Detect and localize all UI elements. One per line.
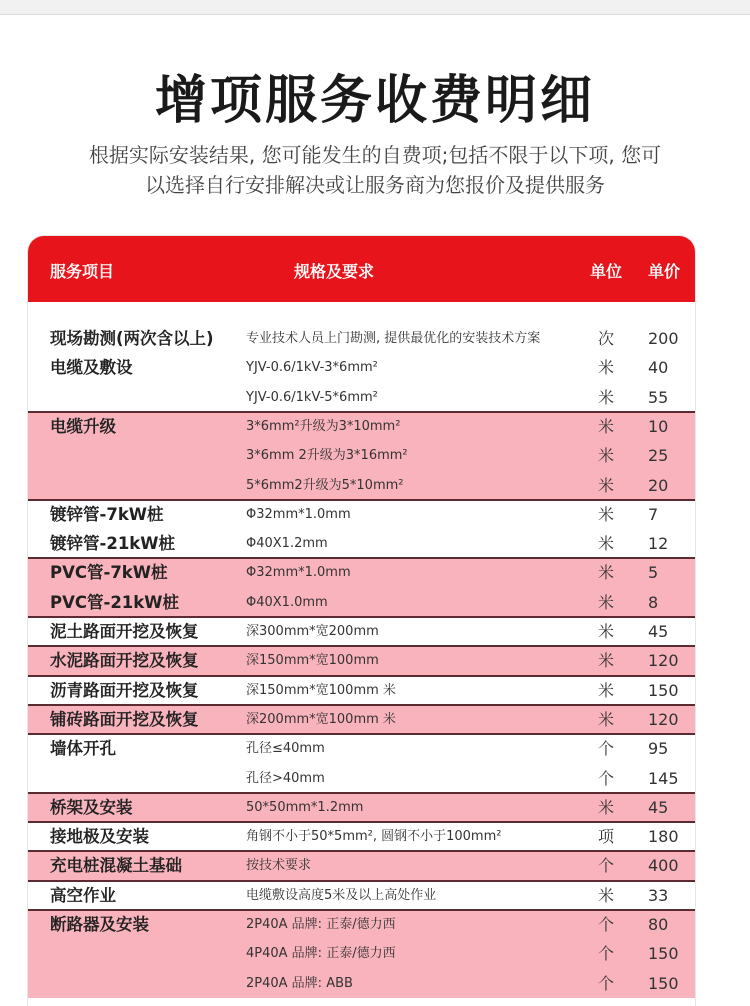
header-item: 服务项目 [50, 262, 115, 281]
price-cell: 25 [648, 446, 669, 466]
spec-cell: 50*50mm*1.2mm [246, 799, 364, 815]
unit-cell: 个 [598, 856, 615, 876]
service-item-cell: 现场勘测(两次含以上) [50, 329, 214, 348]
service-item-cell: 接地极及安装 [50, 827, 149, 847]
price-cell: 45 [648, 797, 669, 817]
service-item-cell: 电缆升级 [50, 416, 116, 436]
unit-cell: 米 [598, 797, 615, 817]
table-row [28, 353, 695, 382]
unit-cell: 个 [598, 768, 615, 788]
table-row [28, 646, 695, 675]
spec-cell: 2P40A 品牌: 正泰/德力西 [246, 917, 396, 932]
table-row [28, 558, 695, 587]
page-title: 增项服务收费明细 [154, 71, 595, 131]
spec-cell: Φ40X1.0mm [246, 594, 328, 610]
service-item-cell: 断路器及安装 [50, 915, 149, 934]
header-spec: 规格及要求 [294, 262, 375, 281]
spec-cell: YJV-0.6/1kV-3*6mm² [246, 360, 378, 376]
price-cell: 40 [648, 358, 669, 378]
spec-cell: Φ32mm*1.0mm [246, 565, 351, 581]
service-item-cell: PVC管-7kW桩 [50, 563, 168, 583]
intro-line-1: 根据实际安装结果, 您可能发生的自费项;包括不限于以下项, 您可 [88, 143, 662, 167]
price-cell: 150 [648, 680, 679, 700]
spec-cell: 角钢不小于50*5mm², 圆钢不小于100mm² [246, 829, 502, 845]
top-cropped-strip [0, 0, 750, 15]
intro-line-2: 以选择自行安排解决或让服务商为您报价及提供服务 [145, 173, 605, 197]
service-item-cell: 铺砖路面开挖及恢复 [50, 709, 199, 729]
unit-cell: 米 [598, 592, 615, 612]
table-row [28, 383, 695, 412]
header-price: 单价 [648, 262, 681, 281]
unit-cell: 米 [598, 709, 615, 729]
spec-cell: 按技术要求 [246, 858, 312, 874]
price-cell: 80 [648, 915, 669, 934]
service-item-cell: 泥土路面开挖及恢复 [50, 622, 199, 641]
table-row [28, 441, 695, 470]
service-item-cell: PVC管-21kW桩 [50, 592, 179, 612]
price-cell: 45 [648, 622, 669, 641]
price-cell: 180 [648, 827, 679, 847]
service-item-cell: 桥架及安装 [50, 797, 133, 817]
service-item-cell: 墙体开孔 [50, 739, 116, 759]
unit-cell: 米 [598, 885, 615, 905]
table-header [28, 236, 695, 302]
table-row [28, 969, 695, 998]
price-cell: 8 [648, 592, 659, 612]
spec-cell: Φ32mm*1.0mm [246, 506, 351, 522]
unit-cell: 个 [598, 973, 615, 993]
unit-cell: 米 [598, 534, 615, 554]
table-row [28, 793, 695, 822]
unit-cell: 米 [598, 387, 615, 407]
table-row [28, 676, 695, 705]
table-row [28, 588, 695, 617]
spec-cell: 4P40A 品牌: 正泰/德力西 [246, 946, 396, 962]
unit-cell: 米 [598, 358, 615, 378]
price-cell: 12 [648, 534, 669, 554]
unit-cell: 次 [598, 329, 615, 348]
price-cell: 150 [648, 944, 679, 964]
table-row [28, 734, 695, 763]
unit-cell: 米 [598, 446, 615, 466]
spec-cell: 电缆敷设高度5米及以上高处作业 [246, 887, 437, 903]
price-cell: 120 [648, 651, 679, 671]
unit-cell: 米 [598, 416, 615, 436]
header-unit: 单位 [590, 262, 623, 281]
unit-cell: 米 [598, 563, 615, 583]
unit-cell: 米 [598, 475, 615, 495]
spec-cell: 深300mm*宽200mm [246, 624, 379, 639]
price-cell: 120 [648, 709, 679, 729]
table-row [28, 617, 695, 646]
spec-cell: 孔径>40mm [246, 770, 325, 786]
price-cell: 400 [648, 856, 679, 876]
unit-cell: 个 [598, 739, 615, 759]
spec-cell: 专业技术人员上门勘测, 提供最优化的安装技术方案 [246, 331, 541, 346]
price-cell: 55 [648, 387, 669, 407]
unit-cell: 米 [598, 504, 615, 524]
price-cell: 10 [648, 416, 669, 436]
table-row [28, 881, 695, 910]
unit-cell: 米 [598, 651, 615, 671]
table-row [28, 822, 695, 851]
price-cell: 200 [648, 329, 679, 348]
table-row [28, 939, 695, 968]
table-row [28, 705, 695, 734]
service-item-cell: 沥青路面开挖及恢复 [50, 680, 199, 700]
spec-cell: 3*6mm²升级为3*10mm² [246, 418, 401, 434]
spec-cell: 深200mm*宽100mm 米 [246, 711, 396, 727]
price-cell: 145 [648, 768, 679, 788]
unit-cell: 项 [598, 827, 615, 847]
price-cell: 150 [648, 973, 679, 993]
service-item-cell: 高空作业 [50, 885, 116, 905]
fee-table [28, 236, 695, 1006]
price-cell: 20 [648, 475, 669, 495]
service-item-cell: 电缆及敷设 [50, 358, 133, 378]
table-row [28, 529, 695, 558]
service-item-cell: 水泥路面开挖及恢复 [50, 651, 199, 671]
table-row [28, 851, 695, 880]
spec-cell: 深150mm*宽100mm [246, 653, 379, 669]
table-row [28, 500, 695, 529]
table-row [28, 910, 695, 939]
price-cell: 33 [648, 885, 669, 905]
unit-cell: 米 [598, 622, 615, 641]
spec-cell: 5*6mm2升级为5*10mm² [246, 477, 404, 493]
price-cell: 95 [648, 739, 669, 759]
spec-cell: 3*6mm 2升级为3*16mm² [246, 448, 408, 464]
unit-cell: 个 [598, 944, 615, 964]
service-item-cell: 镀锌管-7kW桩 [50, 504, 164, 524]
service-item-cell: 镀锌管-21kW桩 [50, 534, 175, 554]
spec-cell: 2P40A 品牌: ABB [246, 975, 353, 991]
table-row [28, 324, 695, 353]
spec-cell: 孔径≤40mm [246, 741, 325, 757]
spec-cell: 深150mm*宽100mm 米 [246, 682, 396, 698]
spec-cell: YJV-0.6/1kV-5*6mm² [246, 389, 378, 405]
table-row [28, 471, 695, 500]
intro-text [60, 140, 690, 200]
table-row [28, 412, 695, 441]
unit-cell: 米 [598, 680, 615, 700]
service-item-cell: 充电桩混凝土基础 [50, 856, 182, 876]
price-cell: 7 [648, 504, 659, 524]
price-cell: 5 [648, 563, 659, 583]
unit-cell: 个 [598, 915, 615, 934]
table-row [28, 764, 695, 793]
spec-cell: Φ40X1.2mm [246, 536, 328, 552]
